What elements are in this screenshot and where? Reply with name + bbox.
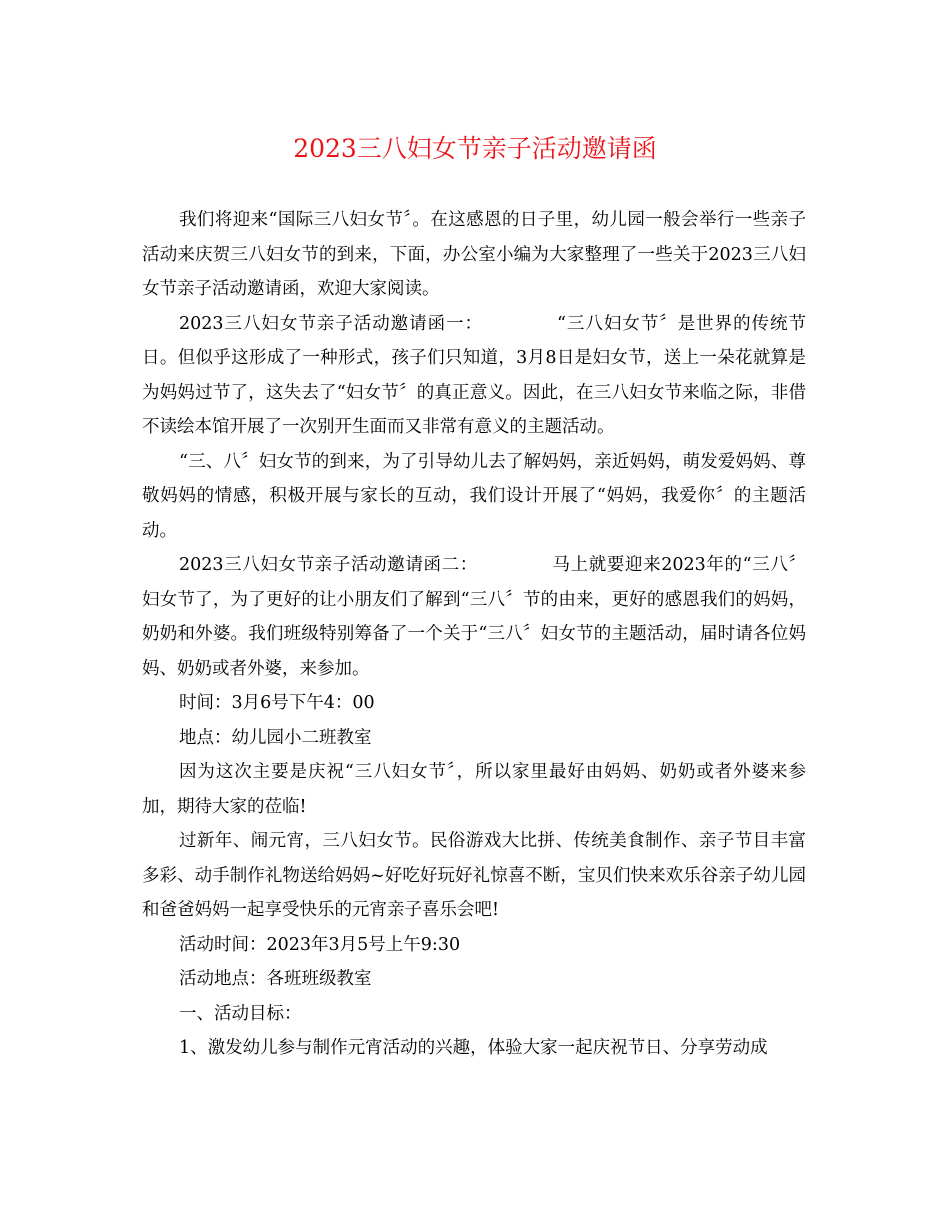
- invitation-two-text: 马上就要迎来2023年的“三八〞妇女节了，为了更好的让小朋友们了解到“三八〞节的由来，更好的感恩我们的妈妈，奶奶和外婆。我们班级特别筹备了一个关于“三八〞妇女节的主题活动，届时请各位妈妈、奶奶或者外婆，来参加。: [142, 555, 806, 679]
- paragraph-activity-location: 活动地点：各班班级教室: [179, 969, 372, 989]
- paragraph-location: 地点：幼儿园小二班教室: [179, 727, 372, 748]
- paragraph-theme-activity: “三、八〞妇女节的到来，为了引导幼儿去了解妈妈，亲近妈妈，萌发爱妈妈、尊敬妈妈的情感，积极开展与家长的互动，我们设计开展了“妈妈，我爱你〞的主题活动。: [142, 451, 806, 541]
- paragraph-activity-time: 活动时间：2023年3月5号上午9:30: [179, 934, 461, 955]
- invitation-one-text: “三八妇女节〞是世界的传统节日。但似乎这形成了一种形式，孩子们只知道，3月8日是妇女节，送上一朵花就算是为妈妈过节了，这失去了“妇女节〞的真正意义。因此，在三八妇女节来临之际，非借不读绘本馆开展了一次别开生面而又非常有意义的主题活动。: [142, 313, 806, 437]
- paragraph-invitation-one: [142, 307, 806, 445]
- paragraph-intro: 我们将迎来“国际三八妇女节〞。在这感恩的日子里，幼儿园一般会举行一些亲子活动来庆贺三八妇女节的到来，下面，办公室小编为大家整理了一些关于2023三八妇女节亲子活动邀请函，欢迎大家阅读。: [142, 210, 806, 299]
- paragraph-invitation-two: [142, 548, 806, 686]
- document-title: 2023三八妇女节亲子活动邀请函: [293, 134, 657, 163]
- paragraph-goals-heading: 一、活动目标：: [179, 1003, 302, 1024]
- invitation-one-heading: 2023三八妇女节亲子活动邀请函一：: [179, 313, 483, 334]
- paragraph-festival: 过新年、闹元宵，三八妇女节。民俗游戏大比拼、传统美食制作、亲子节目丰富多彩、动手制作礼物送给妈妈~好吃好玩好礼惊喜不断，宝贝们快来欢乐谷亲子幼儿园和爸爸妈妈一起享受快乐的元宵亲子喜乐会吧!: [142, 831, 806, 920]
- paragraph-time: 时间：3月6号下午4：00: [179, 693, 375, 713]
- paragraph-goal-one: 1、激发幼儿参与制作元宵活动的兴趣，体验大家一起庆祝节日、分享劳动成: [179, 1038, 768, 1058]
- document-body: [142, 203, 806, 1066]
- paragraph-attendance: 因为这次主要是庆祝“三八妇女节〞，所以家里最好由妈妈、奶奶或者外婆来参加，期待大家的莅临!: [142, 762, 806, 817]
- invitation-two-heading: 2023三八妇女节亲子活动邀请函二：: [179, 555, 478, 575]
